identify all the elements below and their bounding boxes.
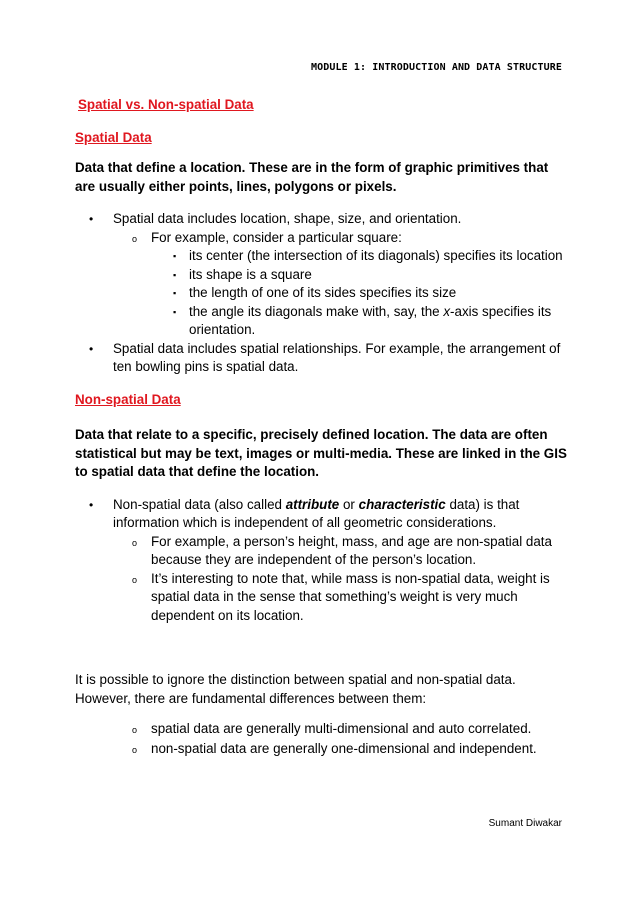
list-item: [113, 229, 567, 340]
angle-prefix: the angle its diagonals make with, say, the: [189, 303, 444, 319]
spatial-bullet-list: [75, 210, 567, 377]
list-item: ▪ its center (the intersection of its diagonals) specifies its location: [151, 247, 567, 266]
closing-list: [113, 720, 567, 758]
angle-axis: x: [443, 303, 451, 319]
nonspatial-definition: Data that relate to a specific, precisely defined location. The data are often statistical but may be text, images or multi-media. These are linked in the GIS to spatial data that define the location.: [75, 427, 567, 479]
list-item: [75, 210, 567, 340]
closing-paragraph: It is possible to ignore the distinction between spatial and non-spatial data. However, there are fundamental differences between them:: [75, 672, 516, 706]
nonspatial-heading: Non-spatial Data: [75, 391, 181, 407]
list-item: ▪ the length of one of its sides specifies its size: [151, 284, 567, 303]
list-item: [151, 303, 567, 340]
list-item: [75, 340, 567, 377]
nonspatial-bullet-list: [75, 496, 567, 626]
nonspatial-bullet-prefix: Non-spatial data (also called: [113, 496, 286, 512]
angle-suffix: -axis specifies its orientation.: [189, 303, 552, 337]
list-item: o It’s interesting to note that, while mass is non-spatial data, weight is spatial data in the sense that something’s weight is very much dependent on its location.: [113, 570, 567, 626]
nonspatial-sublist: [113, 533, 567, 626]
document-body: [75, 96, 567, 759]
square-properties-list: [151, 247, 567, 340]
author-footer: Sumant Diwakar: [488, 818, 562, 829]
list-item: o For example, a person’s height, mass, and age are non-spatial data because they are independent of the person’s location.: [113, 533, 567, 570]
list-item: o non-spatial data are generally one-dimensional and independent.: [113, 740, 567, 759]
spatial-sublist: [113, 229, 567, 340]
module-header: MODULE 1: INTRODUCTION AND DATA STRUCTURE: [311, 62, 562, 73]
spatial-example: For example, consider a particular square:: [151, 229, 402, 245]
spatial-definition: Data that define a location. These are in the form of graphic primitives that are usually either points, lines, polygons or pixels.: [75, 160, 549, 194]
list-item: ▪ its shape is a square: [151, 266, 567, 285]
attribute-term: attribute: [285, 496, 340, 512]
spatial-bullet-2: Spatial data includes spatial relationships. For example, the arrangement of ten bowling pins is spatial data.: [113, 340, 561, 374]
spatial-bullet-1: Spatial data includes location, shape, size, and orientation.: [113, 211, 462, 226]
or-word: or: [339, 496, 359, 512]
characteristic-term: characteristic: [358, 496, 446, 512]
page-title: Spatial vs. Non-spatial Data: [78, 97, 254, 112]
list-item: o spatial data are generally multi-dimensional and auto correlated.: [113, 720, 567, 739]
list-item: [75, 496, 567, 626]
nonspatial-bullet-suffix: data) is that information which is independent of all geometric considerations.: [113, 496, 520, 530]
spatial-heading: Spatial Data: [75, 129, 152, 145]
